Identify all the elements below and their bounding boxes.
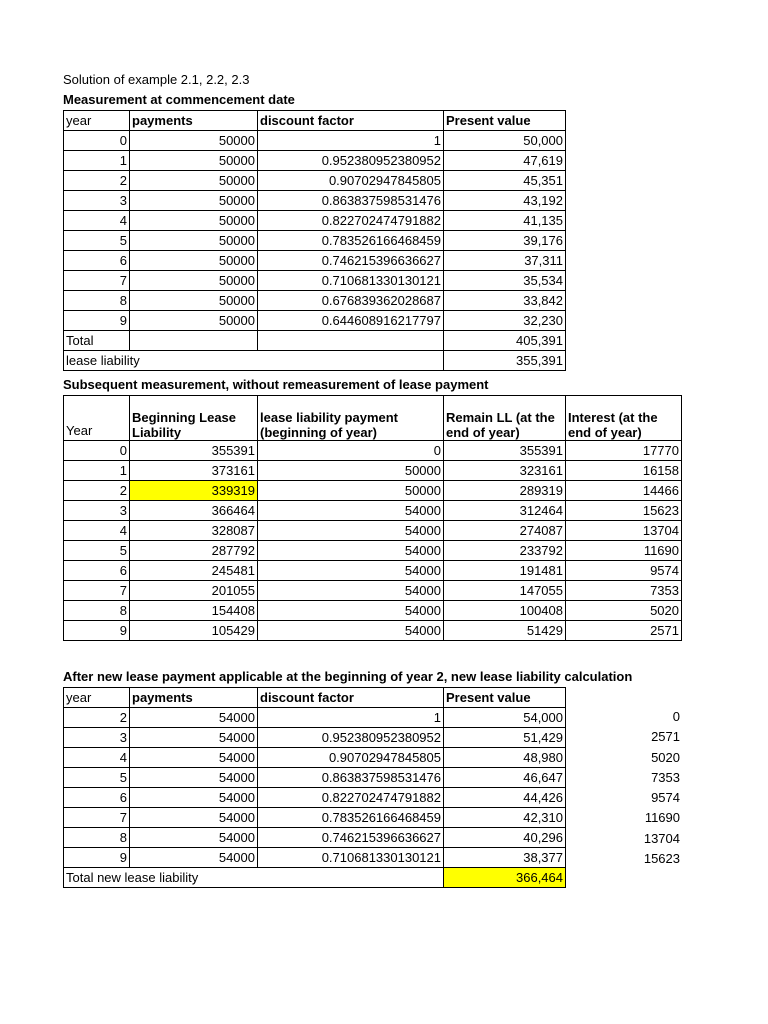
discount-factor-cell: 0.952380952380952 bbox=[258, 151, 444, 171]
year-cell: 4 bbox=[64, 211, 130, 231]
payment-cell: 54000 bbox=[130, 788, 258, 808]
remain-ll-cell: 51429 bbox=[444, 621, 566, 641]
year-cell: 1 bbox=[64, 151, 130, 171]
table-row bbox=[64, 601, 682, 621]
present-value-cell: 40,296 bbox=[444, 828, 566, 848]
col-header-remain-ll: Remain LL (at the end of year) bbox=[444, 396, 566, 441]
side-interest-value: 11690 bbox=[644, 810, 680, 826]
year-cell: 3 bbox=[64, 728, 130, 748]
table-row bbox=[64, 231, 566, 251]
payment-cell: 54000 bbox=[130, 748, 258, 768]
table-row bbox=[64, 521, 682, 541]
col-header-year: Year bbox=[64, 396, 130, 441]
interest-cell: 15623 bbox=[566, 501, 682, 521]
col-header-year: year bbox=[64, 688, 130, 708]
remain-ll-cell: 274087 bbox=[444, 521, 566, 541]
discount-factor-cell: 0.644608916217797 bbox=[258, 311, 444, 331]
year-cell: 8 bbox=[64, 601, 130, 621]
section3-title: After new lease payment applicable at the beginning of year 2, new lease liability calculation bbox=[63, 669, 633, 684]
beginning-ll-cell: 287792 bbox=[130, 541, 258, 561]
present-value-cell: 45,351 bbox=[444, 171, 566, 191]
total-new-ll-label: Total new lease liability bbox=[64, 868, 444, 888]
col-header-beginning-ll: Beginning Lease Liability bbox=[130, 396, 258, 441]
beginning-ll-cell: 154408 bbox=[130, 601, 258, 621]
discount-factor-cell: 0.90702947845805 bbox=[258, 748, 444, 768]
section1-title: Measurement at commencement date bbox=[63, 92, 295, 107]
year-cell: 9 bbox=[64, 311, 130, 331]
present-value-cell: 39,176 bbox=[444, 231, 566, 251]
year-cell: 7 bbox=[64, 271, 130, 291]
interest-cell: 9574 bbox=[566, 561, 682, 581]
table-row bbox=[64, 151, 566, 171]
discount-factor-cell: 1 bbox=[258, 708, 444, 728]
present-value-cell: 37,311 bbox=[444, 251, 566, 271]
interest-cell: 16158 bbox=[566, 461, 682, 481]
discount-factor-cell: 0.952380952380952 bbox=[258, 728, 444, 748]
ll-payment-cell: 54000 bbox=[258, 521, 444, 541]
year-cell: 6 bbox=[64, 561, 130, 581]
remain-ll-cell: 289319 bbox=[444, 481, 566, 501]
ll-payment-cell: 54000 bbox=[258, 601, 444, 621]
payment-cell: 54000 bbox=[130, 848, 258, 868]
total-row bbox=[64, 331, 566, 351]
payment-cell: 50000 bbox=[130, 191, 258, 211]
table-header-row bbox=[64, 688, 566, 708]
discount-factor-cell: 0.783526166468459 bbox=[258, 231, 444, 251]
commencement-table bbox=[63, 110, 566, 371]
table-header-row bbox=[64, 396, 682, 441]
total-row bbox=[64, 868, 566, 888]
beginning-ll-cell: 328087 bbox=[130, 521, 258, 541]
discount-factor-cell: 0.746215396636627 bbox=[258, 251, 444, 271]
interest-cell: 13704 bbox=[566, 521, 682, 541]
table-row bbox=[64, 461, 682, 481]
table-row bbox=[64, 848, 566, 868]
payment-cell: 54000 bbox=[130, 728, 258, 748]
year-cell: 7 bbox=[64, 581, 130, 601]
interest-cell: 7353 bbox=[566, 581, 682, 601]
document-heading: Solution of example 2.1, 2.2, 2.3 bbox=[63, 72, 250, 87]
payment-cell: 50000 bbox=[130, 171, 258, 191]
discount-factor-cell: 0.822702474791882 bbox=[258, 211, 444, 231]
year-cell: 5 bbox=[64, 768, 130, 788]
year-cell: 0 bbox=[64, 131, 130, 151]
col-header-present-value: Present value bbox=[444, 688, 566, 708]
payment-cell: 50000 bbox=[130, 211, 258, 231]
table-row bbox=[64, 481, 682, 501]
remain-ll-cell: 355391 bbox=[444, 441, 566, 461]
discount-factor-cell: 0.863837598531476 bbox=[258, 768, 444, 788]
beginning-ll-cell: 201055 bbox=[130, 581, 258, 601]
payment-cell: 54000 bbox=[130, 768, 258, 788]
remain-ll-cell: 312464 bbox=[444, 501, 566, 521]
col-header-discount-factor: discount factor bbox=[258, 111, 444, 131]
present-value-cell: 33,842 bbox=[444, 291, 566, 311]
ll-payment-cell: 50000 bbox=[258, 461, 444, 481]
present-value-cell: 41,135 bbox=[444, 211, 566, 231]
ll-payment-cell: 54000 bbox=[258, 501, 444, 521]
new-lease-liability-table bbox=[63, 687, 566, 888]
present-value-cell: 48,980 bbox=[444, 748, 566, 768]
remain-ll-cell: 191481 bbox=[444, 561, 566, 581]
ll-payment-cell: 54000 bbox=[258, 621, 444, 641]
beginning-ll-cell: 245481 bbox=[130, 561, 258, 581]
year-cell: 4 bbox=[64, 748, 130, 768]
interest-cell: 11690 bbox=[566, 541, 682, 561]
ll-payment-cell: 54000 bbox=[258, 581, 444, 601]
beginning-ll-cell: 105429 bbox=[130, 621, 258, 641]
table-row bbox=[64, 171, 566, 191]
year-cell: 1 bbox=[64, 461, 130, 481]
present-value-cell: 44,426 bbox=[444, 788, 566, 808]
remain-ll-cell: 323161 bbox=[444, 461, 566, 481]
lease-liability-value: 355,391 bbox=[444, 351, 566, 371]
side-interest-column bbox=[566, 707, 680, 869]
section2-title: Subsequent measurement, without remeasurement of lease payment bbox=[63, 377, 489, 392]
remain-ll-cell: 233792 bbox=[444, 541, 566, 561]
interest-cell: 14466 bbox=[566, 481, 682, 501]
present-value-cell: 32,230 bbox=[444, 311, 566, 331]
present-value-cell: 46,647 bbox=[444, 768, 566, 788]
year-cell: 5 bbox=[64, 231, 130, 251]
discount-factor-cell: 0.863837598531476 bbox=[258, 191, 444, 211]
payment-cell: 54000 bbox=[130, 828, 258, 848]
col-header-year: year bbox=[64, 111, 130, 131]
year-cell: 8 bbox=[64, 291, 130, 311]
year-cell: 2 bbox=[64, 481, 130, 501]
col-header-ll-payment: lease liability payment (beginning of year) bbox=[258, 396, 444, 441]
side-interest-value: 7353 bbox=[651, 769, 680, 785]
present-value-cell: 42,310 bbox=[444, 808, 566, 828]
year-cell: 0 bbox=[64, 441, 130, 461]
lease-liability-row bbox=[64, 351, 566, 371]
table-header-row bbox=[64, 111, 566, 131]
table-row bbox=[64, 211, 566, 231]
table-row bbox=[64, 808, 566, 828]
beginning-ll-cell: 339319 bbox=[130, 481, 258, 501]
total-value: 405,391 bbox=[444, 331, 566, 351]
ll-payment-cell: 0 bbox=[258, 441, 444, 461]
present-value-cell: 47,619 bbox=[444, 151, 566, 171]
year-cell: 2 bbox=[64, 708, 130, 728]
payment-cell: 50000 bbox=[130, 291, 258, 311]
table-row bbox=[64, 291, 566, 311]
present-value-cell: 54,000 bbox=[444, 708, 566, 728]
table-row bbox=[64, 441, 682, 461]
table-row bbox=[64, 621, 682, 641]
year-cell: 2 bbox=[64, 171, 130, 191]
col-header-present-value: Present value bbox=[444, 111, 566, 131]
year-cell: 3 bbox=[64, 501, 130, 521]
table-row bbox=[64, 728, 566, 748]
side-interest-value: 2571 bbox=[651, 729, 680, 745]
subsequent-measurement-table bbox=[63, 395, 682, 641]
beginning-ll-cell: 373161 bbox=[130, 461, 258, 481]
year-cell: 5 bbox=[64, 541, 130, 561]
side-interest-value: 9574 bbox=[651, 790, 680, 806]
col-header-interest: Interest (at the end of year) bbox=[566, 396, 682, 441]
year-cell: 6 bbox=[64, 251, 130, 271]
lease-liability-label: lease liability bbox=[64, 351, 444, 371]
table-row bbox=[64, 828, 566, 848]
ll-payment-cell: 50000 bbox=[258, 481, 444, 501]
discount-factor-cell: 0.746215396636627 bbox=[258, 828, 444, 848]
side-interest-value: 5020 bbox=[651, 749, 680, 765]
table-row bbox=[64, 788, 566, 808]
present-value-cell: 51,429 bbox=[444, 728, 566, 748]
col-header-payments: payments bbox=[130, 111, 258, 131]
col-header-discount-factor: discount factor bbox=[258, 688, 444, 708]
total-new-ll-value: 366,464 bbox=[444, 868, 566, 888]
ll-payment-cell: 54000 bbox=[258, 561, 444, 581]
table-row bbox=[64, 311, 566, 331]
payment-cell: 50000 bbox=[130, 251, 258, 271]
side-interest-value: 15623 bbox=[643, 851, 680, 867]
discount-factor-cell: 0.710681330130121 bbox=[258, 848, 444, 868]
discount-factor-cell: 0.710681330130121 bbox=[258, 271, 444, 291]
interest-cell: 17770 bbox=[566, 441, 682, 461]
table-row bbox=[64, 561, 682, 581]
present-value-cell: 50,000 bbox=[444, 131, 566, 151]
table-row bbox=[64, 541, 682, 561]
table-row bbox=[64, 581, 682, 601]
present-value-cell: 43,192 bbox=[444, 191, 566, 211]
table-row bbox=[64, 131, 566, 151]
remain-ll-cell: 147055 bbox=[444, 581, 566, 601]
col-header-payments: payments bbox=[130, 688, 258, 708]
total-label: Total bbox=[64, 331, 130, 351]
year-cell: 7 bbox=[64, 808, 130, 828]
discount-factor-cell: 0.676839362028687 bbox=[258, 291, 444, 311]
beginning-ll-cell: 366464 bbox=[130, 501, 258, 521]
side-interest-value: 13704 bbox=[643, 830, 680, 846]
interest-cell: 5020 bbox=[566, 601, 682, 621]
year-cell: 9 bbox=[64, 621, 130, 641]
payment-cell: 50000 bbox=[130, 131, 258, 151]
table-row bbox=[64, 501, 682, 521]
year-cell: 6 bbox=[64, 788, 130, 808]
year-cell: 9 bbox=[64, 848, 130, 868]
present-value-cell: 35,534 bbox=[444, 271, 566, 291]
table-row bbox=[64, 271, 566, 291]
table-row bbox=[64, 191, 566, 211]
payment-cell: 50000 bbox=[130, 271, 258, 291]
side-interest-value: 0 bbox=[672, 709, 680, 724]
discount-factor-cell: 1 bbox=[258, 131, 444, 151]
discount-factor-cell: 0.822702474791882 bbox=[258, 788, 444, 808]
remain-ll-cell: 100408 bbox=[444, 601, 566, 621]
ll-payment-cell: 54000 bbox=[258, 541, 444, 561]
table-row bbox=[64, 251, 566, 271]
year-cell: 4 bbox=[64, 521, 130, 541]
table-row bbox=[64, 768, 566, 788]
table-row bbox=[64, 748, 566, 768]
discount-factor-cell: 0.90702947845805 bbox=[258, 171, 444, 191]
payment-cell: 50000 bbox=[130, 151, 258, 171]
interest-cell: 2571 bbox=[566, 621, 682, 641]
payment-cell: 54000 bbox=[130, 808, 258, 828]
year-cell: 8 bbox=[64, 828, 130, 848]
payment-cell: 54000 bbox=[130, 708, 258, 728]
present-value-cell: 38,377 bbox=[444, 848, 566, 868]
discount-factor-cell: 0.783526166468459 bbox=[258, 808, 444, 828]
payment-cell: 50000 bbox=[130, 231, 258, 251]
beginning-ll-cell: 355391 bbox=[130, 441, 258, 461]
payment-cell: 50000 bbox=[130, 311, 258, 331]
table-row bbox=[64, 708, 566, 728]
year-cell: 3 bbox=[64, 191, 130, 211]
